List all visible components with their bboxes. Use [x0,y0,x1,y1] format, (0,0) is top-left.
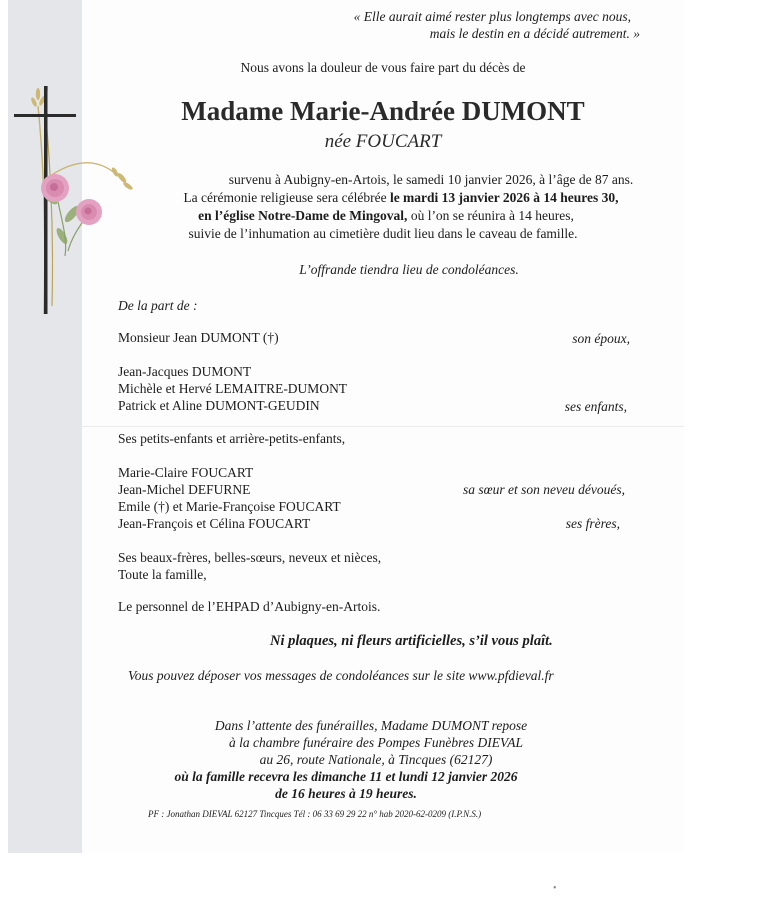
announcement-line-3 [85,208,687,224]
grandchildren: Ses petits-enfants et arrière-petits-enfants, [118,431,346,446]
child-3: Patrick et Aline DUMONT-GEUDIN [118,398,320,413]
children-role: ses enfants, [564,399,627,414]
from-label: De la part de : [118,298,198,313]
rest-line-5: de 16 heures à 19 heures. [275,786,417,801]
announcement-line-3-text: où l’on se réunira à 14 heures, [407,208,574,223]
condolences-website: Vous pouvez déposer vos messages de condoléances sur le site www.pfdieval.fr [128,668,554,683]
spouse-name: Monsieur Jean DUMONT (†) [118,330,279,345]
quote-line-1: « Elle aurait aimé rester plus longtemps avec nous, [353,9,631,24]
deceased-maiden-name: née FOUCART [324,131,442,152]
funeral-home-footer: PF : Jonathan DIEVAL 62127 Tincques Tél : 06 33 69 29 22 n° hab 2020-62-0209 (I.P.N.S.) [148,809,482,819]
offering-text: L’offrande tiendra lieu de condoléances. [299,262,519,277]
announcement-line-4: suivie de l’inhumation au cimetière dudit lieu dans le caveau de famille. [188,226,578,241]
rest-line-1: Dans l’attente des funérailles, Madame DUMONT repose [214,718,528,733]
announcement-line-2 [100,190,702,206]
sibling-2: Jean-Michel DEFURNE [118,482,251,497]
quote-line-2: mais le destin en a décidé autrement. » [429,26,640,41]
church-name: en l’église Notre-Dame de Mingoval, [198,208,408,223]
rest-line-4: où la famille recevra les dimanche 11 et lundi 12 janvier 2026 [174,769,518,784]
sister-nephew-role: sa sœur et son neveu dévoués, [463,482,625,497]
sibling-1: Marie-Claire FOUCART [118,465,254,480]
rest-line-2: à la chambre funéraire des Pompes Funèbres DIEVAL [228,735,524,750]
scan-speck: • [553,883,557,894]
sibling-3: Emile (†) et Marie-Françoise FOUCART [118,499,341,514]
no-flowers-notice: Ni plaques, ni fleurs artificielles, s’il vous plaît. [270,633,553,649]
intro-text: Nous avons la douleur de vous faire part du décès de [240,60,526,75]
sibling-4: Jean-François et Célina FOUCART [118,516,311,531]
announcement-line-1: survenu à Aubigny-en-Artois, le samedi 10 janvier 2026, à l’âge de 87 ans. [228,172,634,187]
all-family: Toute la famille, [118,567,207,582]
child-1: Jean-Jacques DUMONT [118,364,252,379]
paper-fold-line [82,426,684,427]
announcement-line-2-text: La cérémonie religieuse sera célébrée [183,190,390,205]
child-2: Michèle et Hervé LEMAITRE-DUMONT [118,381,348,396]
ehpad-staff: Le personnel de l’EHPAD d’Aubigny-en-Artois. [118,599,381,614]
spouse-role: son époux, [572,331,630,346]
ceremony-date: le mardi 13 janvier 2026 à 14 heures 30, [389,190,619,205]
rest-line-3: au 26, route Nationale, à Tincques (62127) [259,752,493,767]
brothers-role: ses frères, [565,516,620,531]
deceased-name: Madame Marie-Andrée DUMONT [181,96,585,126]
in-laws: Ses beaux-frères, belles-sœurs, neveux et nièces, [118,550,382,565]
